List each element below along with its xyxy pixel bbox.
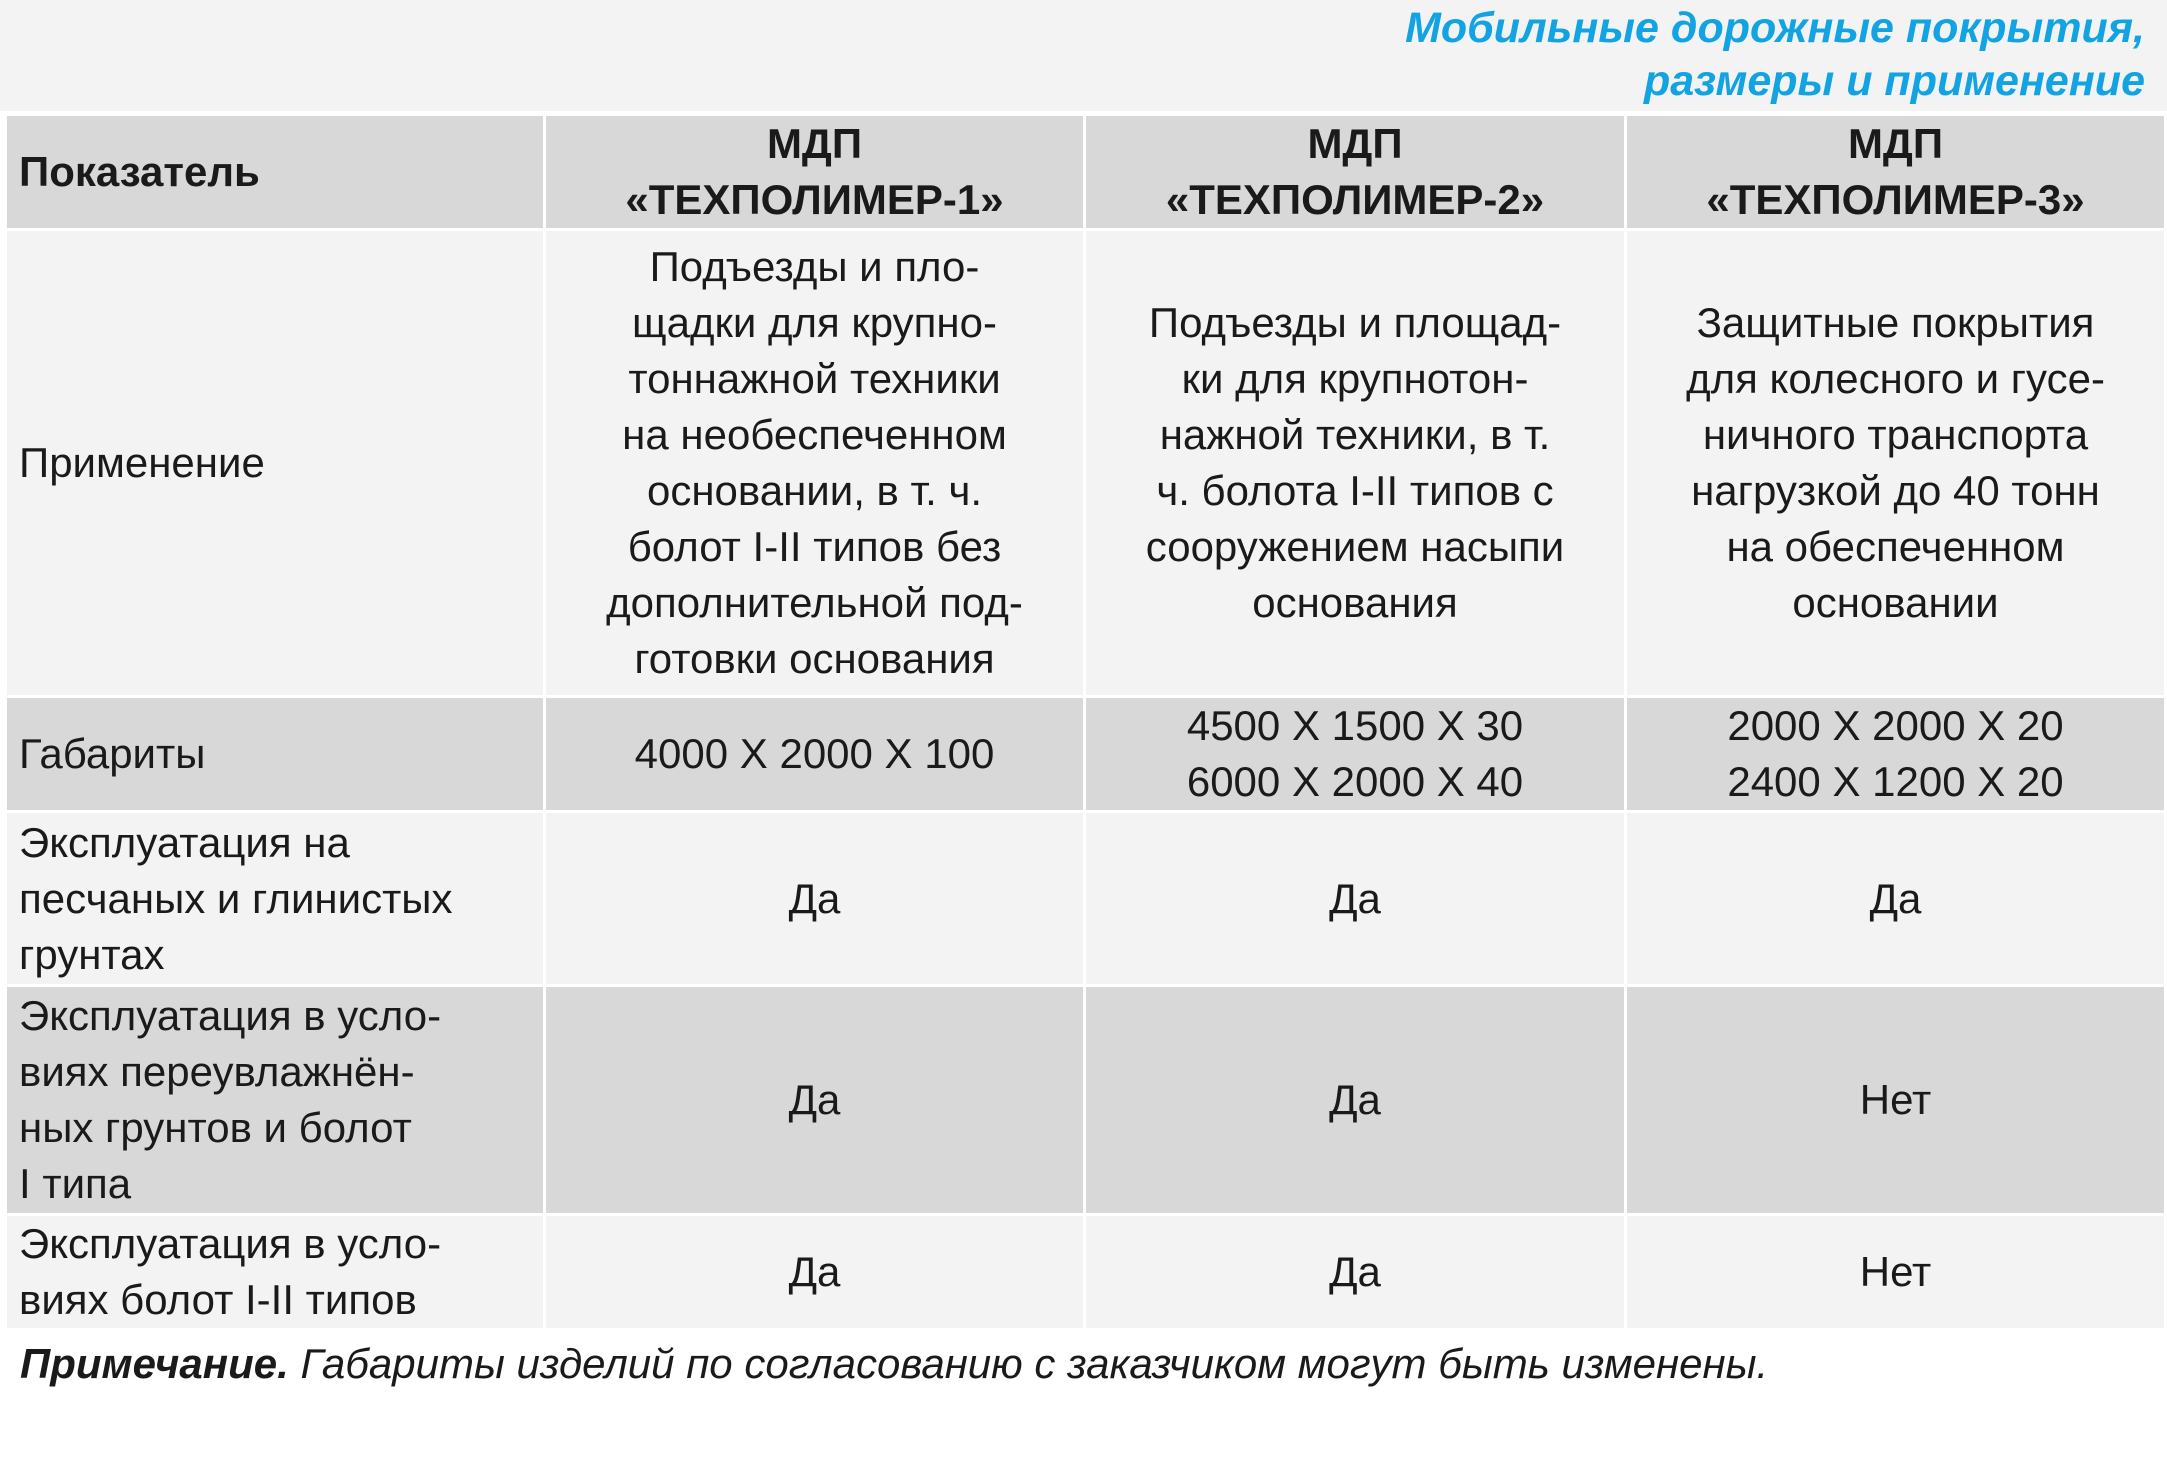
- table-row: [6, 986, 2166, 1215]
- header-row: [6, 115, 2166, 230]
- table-row: [6, 697, 2166, 812]
- footnote-label: Примечание.: [20, 1340, 289, 1387]
- cell: 4500 Х 1500 Х 30 6000 Х 2000 Х 40: [1085, 697, 1626, 812]
- footnote: [0, 1331, 2167, 1393]
- cell: Нет: [1626, 1215, 2166, 1330]
- table-row: [6, 812, 2166, 986]
- comparison-table: [4, 113, 2167, 1331]
- cell: Да: [1085, 1215, 1626, 1330]
- row-label: Эксплуатация на песчаных и глинистых грунтах: [6, 812, 545, 986]
- footnote-text: Габариты изделий по согласованию с заказчиком могут быть изменены.: [288, 1340, 1769, 1387]
- header-product-1: МДП «ТЕХПОЛИМЕР-1»: [545, 115, 1085, 230]
- table-row: [6, 230, 2166, 697]
- cell: Нет: [1626, 986, 2166, 1215]
- row-label: Применение: [6, 230, 545, 697]
- header-product-2: МДП «ТЕХПОЛИМЕР-2»: [1085, 115, 1626, 230]
- cell: Подъезды и пло- щадки для крупно- тоннажной техники на необеспеченном основании, в т. ч. болот I-II типов без дополнительной под- готовки основания: [545, 230, 1085, 697]
- row-label: Габариты: [6, 697, 545, 812]
- table-row: [6, 1215, 2166, 1330]
- cell: Подъезды и площад- ки для крупнотон- нажной техники, в т. ч. болота I-II типов с сооружением насыпи основания: [1085, 230, 1626, 697]
- cell: Да: [1085, 986, 1626, 1215]
- cell: Да: [1085, 812, 1626, 986]
- table-wrapper: [0, 113, 2167, 1331]
- cell: Да: [545, 1215, 1085, 1330]
- row-label: Эксплуатация в усло- виях болот I-II типов: [6, 1215, 545, 1330]
- row-label: Эксплуатация в усло- виях переувлажнён- ных грунтов и болот I типа: [6, 986, 545, 1215]
- cell: 2000 Х 2000 Х 20 2400 Х 1200 Х 20: [1626, 697, 2166, 812]
- cell: 4000 Х 2000 Х 100: [545, 697, 1085, 812]
- title-line-1: Мобильные дорожные покрытия,: [1405, 4, 2145, 52]
- header-indicator: Показатель: [6, 115, 545, 230]
- cell: Да: [1626, 812, 2166, 986]
- cell: Да: [545, 986, 1085, 1215]
- header-product-3: МДП «ТЕХПОЛИМЕР-3»: [1626, 115, 2166, 230]
- title-banner: [0, 0, 2167, 111]
- cell: Защитные покрытия для колесного и гусе- ничного транспорта нагрузкой до 40 тонн на обеспеченном основании: [1626, 230, 2166, 697]
- title-line-2: размеры и применение: [1644, 57, 2145, 105]
- cell: Да: [545, 812, 1085, 986]
